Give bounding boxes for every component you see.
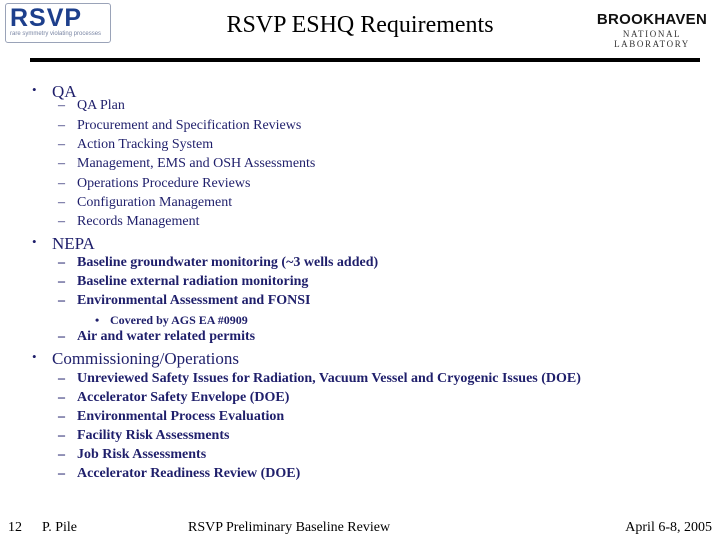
list-item-text: Environmental Assessment and FONSI <box>77 293 311 308</box>
rsvp-logo <box>5 3 111 43</box>
sub-list-item <box>95 313 248 328</box>
list-item <box>58 274 308 290</box>
list-item <box>58 390 289 406</box>
list-item-text: QA Plan <box>77 98 125 113</box>
dash-icon: – <box>58 176 65 191</box>
dash-icon: – <box>58 447 65 462</box>
dash-icon: – <box>58 156 65 171</box>
brookhaven-logo-sub: NATIONAL LABORATORY <box>614 29 690 49</box>
bullet-icon: • <box>32 82 37 97</box>
list-item-text: Job Risk Assessments <box>77 447 207 462</box>
list-item-text: Operations Procedure Reviews <box>77 176 251 191</box>
list-item-text: Accelerator Safety Envelope (DOE) <box>77 390 290 405</box>
list-item <box>58 466 300 482</box>
list-item <box>58 371 581 387</box>
dash-icon: – <box>58 428 65 443</box>
dash-icon: – <box>58 466 65 481</box>
list-item <box>58 293 311 309</box>
dash-icon: – <box>58 255 65 270</box>
list-item-text: Procurement and Specification Reviews <box>77 118 302 133</box>
brookhaven-logo-main: BROOKHAVEN <box>596 11 708 28</box>
section-heading: QA <box>52 82 77 101</box>
dash-icon: – <box>58 137 65 152</box>
slide-title: RSVP ESHQ Requirements <box>226 12 494 38</box>
rsvp-logo-tagline: rare symmetry violating processes <box>10 31 102 37</box>
list-item-text: Air and water related permits <box>77 329 256 344</box>
list-item-text: Management, EMS and OSH Assessments <box>77 156 316 171</box>
list-item <box>58 409 284 425</box>
dash-icon: – <box>58 195 65 210</box>
dash-icon: – <box>58 409 65 424</box>
dash-icon: – <box>58 214 65 229</box>
dash-icon: – <box>58 118 65 133</box>
list-item <box>58 195 232 211</box>
section-heading: NEPA <box>52 234 95 253</box>
dash-icon: – <box>58 98 65 113</box>
page-number: 12 <box>8 520 22 535</box>
dash-icon: – <box>58 371 65 386</box>
footer-author: P. Pile <box>42 520 78 535</box>
list-item <box>58 428 229 444</box>
rsvp-logo-word: RSVP <box>10 4 83 32</box>
list-item <box>58 255 378 271</box>
dash-icon: – <box>58 274 65 289</box>
bullet-icon: • <box>32 349 37 364</box>
dash-icon: – <box>58 329 65 344</box>
list-item <box>58 329 255 345</box>
list-item <box>58 447 206 463</box>
list-item-text: Baseline groundwater monitoring (~3 wells added) <box>77 255 379 270</box>
sub-list-item-text: Covered by AGS EA #0909 <box>110 313 248 327</box>
list-item <box>58 137 213 153</box>
list-item <box>58 176 250 192</box>
footer-event: RSVP Preliminary Baseline Review <box>188 520 391 535</box>
title-divider <box>30 58 700 62</box>
list-item <box>58 98 125 114</box>
list-item-text: Baseline external radiation monitoring <box>77 274 309 289</box>
section-heading: Commissioning/Operations <box>52 349 239 368</box>
brookhaven-logo <box>592 11 712 49</box>
list-item-text: Environmental Process Evaluation <box>77 409 285 424</box>
list-item-text: Accelerator Readiness Review (DOE) <box>77 466 301 481</box>
list-item <box>58 156 315 172</box>
list-item <box>58 214 199 230</box>
dash-icon: – <box>58 293 65 308</box>
list-item-text: Facility Risk Assessments <box>77 428 230 443</box>
bullet-icon: • <box>95 313 100 327</box>
list-item <box>58 118 301 134</box>
list-item-text: Records Management <box>77 214 200 229</box>
bullet-icon: • <box>32 234 37 249</box>
footer-date: April 6-8, 2005 <box>625 520 712 535</box>
dash-icon: – <box>58 390 65 405</box>
list-item-text: Unreviewed Safety Issues for Radiation, Vacuum Vessel and Cryogenic Issues (DOE) <box>77 371 581 386</box>
list-item-text: Configuration Management <box>77 195 233 210</box>
list-item-text: Action Tracking System <box>77 137 214 152</box>
